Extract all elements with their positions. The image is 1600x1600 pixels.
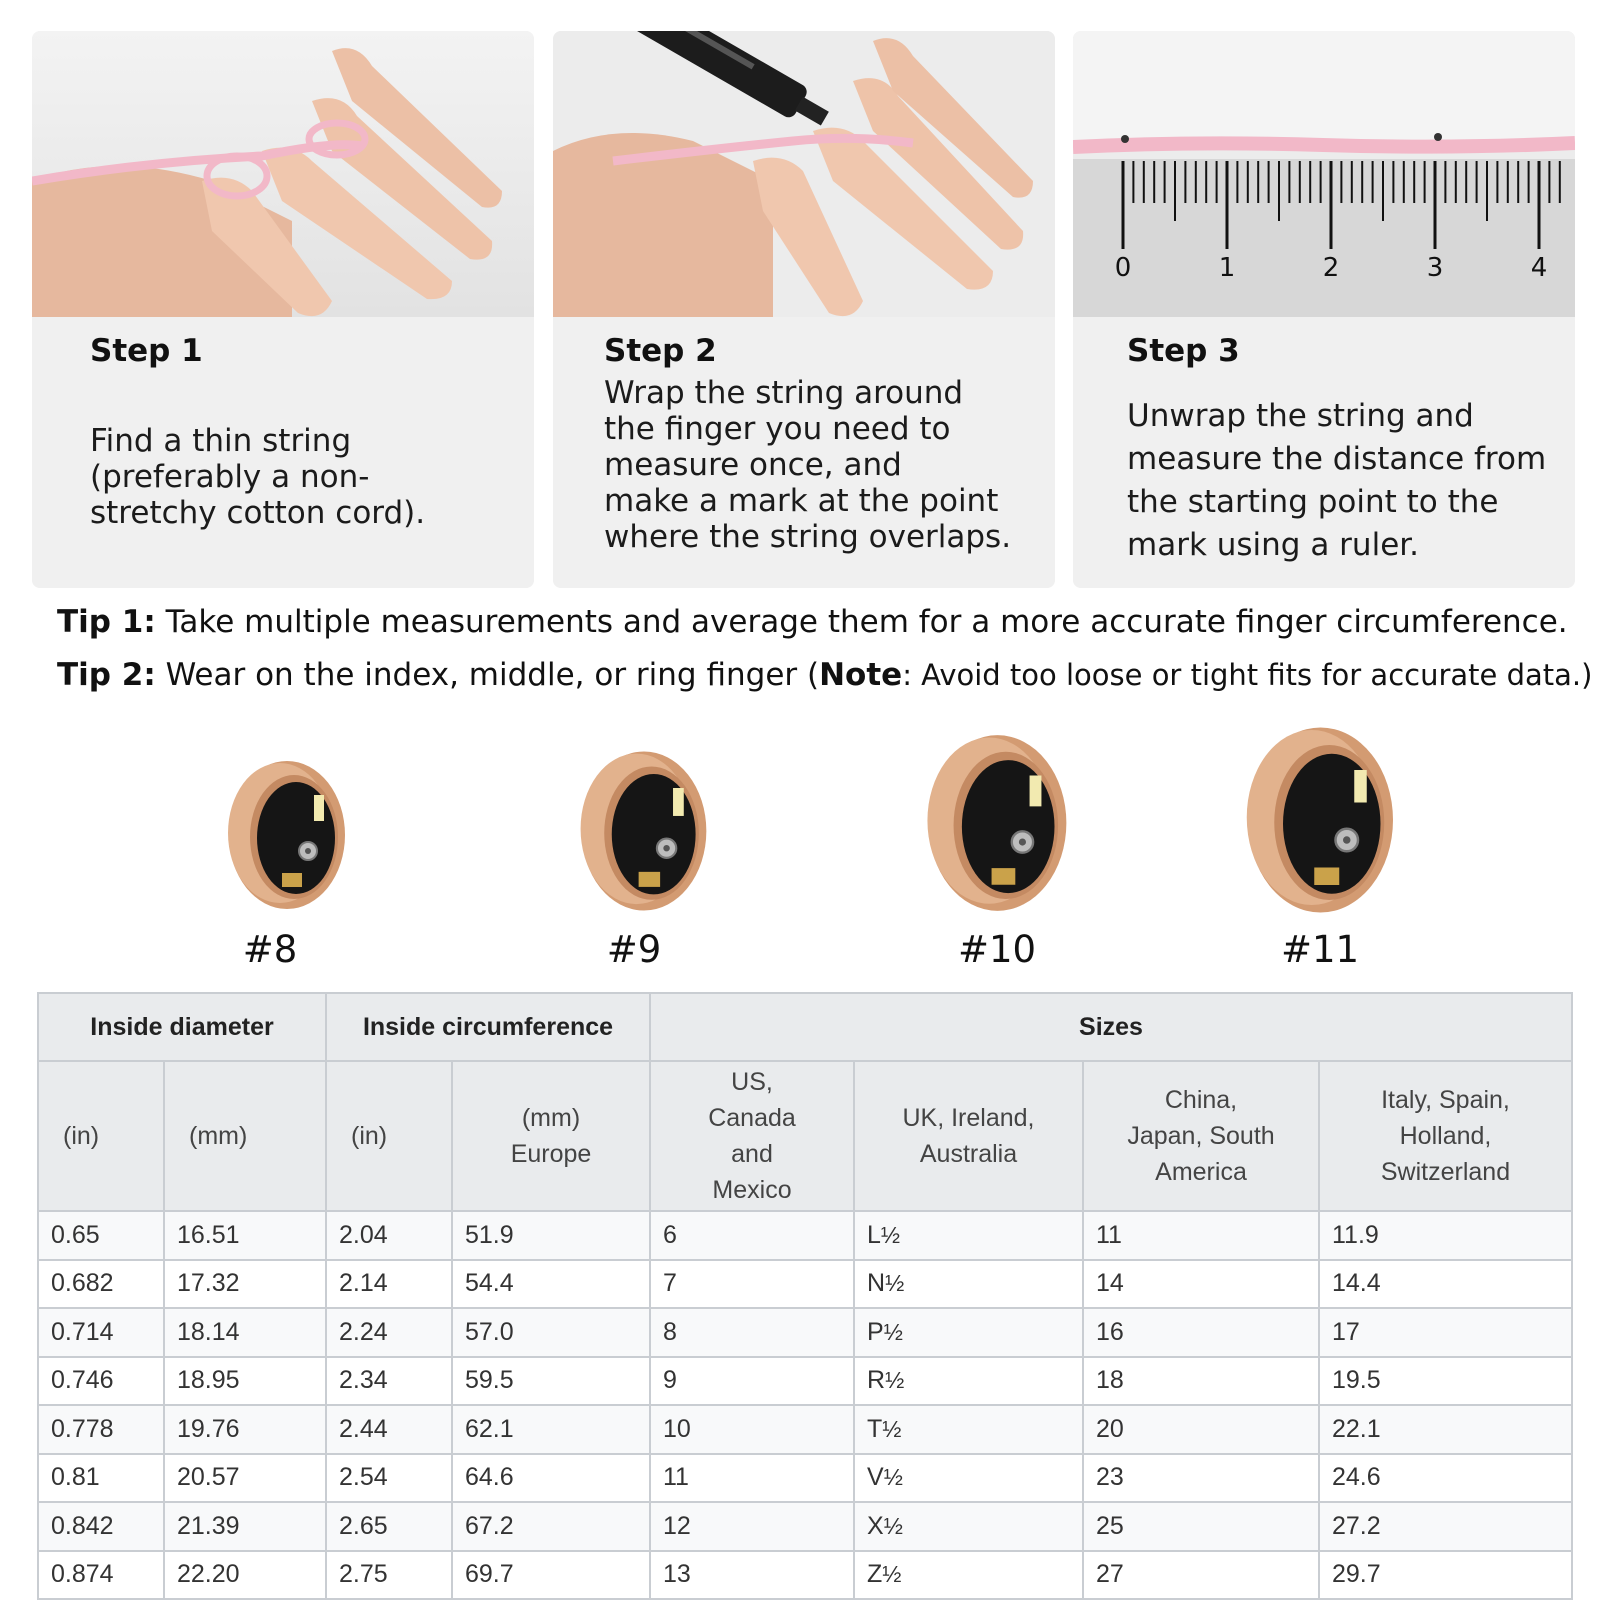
half-fraction: ½: [885, 1367, 905, 1394]
ring-size-8-image: [222, 755, 352, 915]
table-cell: 14: [1083, 1260, 1319, 1309]
table-cell: 13: [650, 1551, 854, 1600]
step-3-body: Unwrap the string and measure the distance from the starting point to the mark using a ruler.: [1127, 398, 1547, 563]
ruler-label-4: 4: [1530, 253, 1548, 283]
table-cell: 2.75: [326, 1551, 452, 1600]
tip-2: [57, 657, 1592, 693]
sub-header-6: China, Japan, South America: [1083, 1061, 1319, 1211]
step-2-title: Step 2: [604, 333, 717, 369]
table-cell: 67.2: [452, 1502, 650, 1551]
table-cell: L½: [854, 1211, 1083, 1260]
table-cell: 2.14: [326, 1260, 452, 1309]
table-cell: 0.778: [38, 1405, 164, 1454]
table-cell: 2.04: [326, 1211, 452, 1260]
ring-size-8-label: #8: [242, 928, 298, 971]
table-cell: V½: [854, 1454, 1083, 1503]
table-cell: 16: [1083, 1308, 1319, 1357]
header-sizes: Sizes: [650, 993, 1572, 1061]
step-3-title: Step 3: [1127, 333, 1240, 369]
half-fraction: ½: [880, 1221, 901, 1248]
table-cell: 51.9: [452, 1211, 650, 1260]
table-cell: 6: [650, 1211, 854, 1260]
table-cell: 62.1: [452, 1405, 650, 1454]
half-fraction: ½: [885, 1270, 905, 1297]
tip-1-label: Tip 1:: [57, 604, 156, 640]
ring-size-9-label: #9: [606, 928, 662, 971]
table-cell: 0.65: [38, 1211, 164, 1260]
tip-1: [57, 604, 1568, 640]
step-1-textbox: [32, 317, 534, 588]
table-cell: 19.76: [164, 1405, 326, 1454]
tip-2-note-label: Note: [819, 657, 903, 693]
table-cell: 11: [1083, 1211, 1319, 1260]
tip-1-text: Take multiple measurements and average them for a more accurate finger circumference.: [155, 604, 1568, 640]
ring-size-10-image: [920, 728, 1075, 918]
table-cell: 18.95: [164, 1357, 326, 1406]
table-cell: 59.5: [452, 1357, 650, 1406]
table-cell: 57.0: [452, 1308, 650, 1357]
step-card-3: [1073, 31, 1575, 588]
sub-header-5: UK, Ireland, Australia: [854, 1061, 1083, 1211]
table-cell: 17.32: [164, 1260, 326, 1309]
ring-size-11-label: #11: [1280, 928, 1360, 971]
table-cell: 7: [650, 1260, 854, 1309]
step-1-title: Step 1: [90, 333, 203, 369]
table-cell: 29.7: [1319, 1551, 1572, 1600]
table-cell: 64.6: [452, 1454, 650, 1503]
marking-string-photo: [553, 31, 1055, 317]
table-row: [38, 1454, 1572, 1503]
table-cell: 11.9: [1319, 1211, 1572, 1260]
table-cell: 9: [650, 1357, 854, 1406]
table-cell: 23: [1083, 1454, 1319, 1503]
hand-wrapping-string-photo: [32, 31, 534, 317]
ring-size-chart-table: [37, 992, 1573, 1600]
tip-2-label: Tip 2:: [57, 657, 156, 693]
ring-size-9-image: [573, 745, 715, 917]
sub-header-2: (in): [326, 1061, 452, 1211]
table-cell: 17: [1319, 1308, 1572, 1357]
table-row: [38, 1308, 1572, 1357]
sub-header-3: (mm) Europe: [452, 1061, 650, 1211]
table-cell: 22.1: [1319, 1405, 1572, 1454]
half-fraction: ½: [883, 1512, 903, 1539]
table-cell: 18: [1083, 1357, 1319, 1406]
tip-2-note-text: : Avoid too loose or tight fits for accurate data.): [902, 658, 1593, 692]
ring-size-10-label: #10: [957, 928, 1037, 971]
table-cell: 16.51: [164, 1211, 326, 1260]
table-cell: 54.4: [452, 1260, 650, 1309]
table-cell: 0.746: [38, 1357, 164, 1406]
table-row: [38, 1211, 1572, 1260]
table-cell: 14.4: [1319, 1260, 1572, 1309]
table-body: [38, 1211, 1572, 1599]
step-2-body: Wrap the string around the finger you need to measure once, and make a mark at the point where the string overlaps.: [604, 375, 1012, 555]
table-cell: 22.20: [164, 1551, 326, 1600]
table-cell: P½: [854, 1308, 1083, 1357]
table-cell: 0.682: [38, 1260, 164, 1309]
sub-header-0: (in): [38, 1061, 164, 1211]
table-cell: N½: [854, 1260, 1083, 1309]
table-row: [38, 1502, 1572, 1551]
sub-header-4: US, Canada and Mexico: [650, 1061, 854, 1211]
table-cell: 0.842: [38, 1502, 164, 1551]
tip-2-text: Wear on the index, middle, or ring finger (: [155, 657, 820, 693]
table-cell: X½: [854, 1502, 1083, 1551]
table-cell: 2.44: [326, 1405, 452, 1454]
table-cell: 12: [650, 1502, 854, 1551]
table-cell: 0.81: [38, 1454, 164, 1503]
table-cell: 2.24: [326, 1308, 452, 1357]
table-cell: R½: [854, 1357, 1083, 1406]
table-cell: 8: [650, 1308, 854, 1357]
table-row: [38, 1260, 1572, 1309]
table-cell: 2.65: [326, 1502, 452, 1551]
table-row: [38, 1551, 1572, 1600]
ruler-label-2: 2: [1322, 253, 1340, 283]
table-cell: 27: [1083, 1551, 1319, 1600]
table-row: [38, 1357, 1572, 1406]
table-cell: Z½: [854, 1551, 1083, 1600]
table-sub-header-row: [38, 1061, 1572, 1211]
step-3-textbox: [1073, 317, 1575, 588]
table-cell: 19.5: [1319, 1357, 1572, 1406]
ruler-label-3: 3: [1426, 253, 1444, 283]
table-cell: 24.6: [1319, 1454, 1572, 1503]
table-cell: 2.54: [326, 1454, 452, 1503]
half-fraction: ½: [882, 1415, 902, 1442]
step-card-2: [553, 31, 1055, 588]
table-group-header-row: [38, 993, 1572, 1061]
half-fraction: ½: [882, 1561, 902, 1588]
ring-size-11-image: [1238, 720, 1403, 920]
table-cell: 18.14: [164, 1308, 326, 1357]
table-cell: 21.39: [164, 1502, 326, 1551]
step-1-body: Find a thin string (preferably a non- stretchy cotton cord).: [90, 423, 426, 531]
half-fraction: ½: [883, 1464, 903, 1491]
table-cell: T½: [854, 1405, 1083, 1454]
ruler-label-1: 1: [1218, 253, 1236, 283]
sub-header-1: (mm): [164, 1061, 326, 1211]
header-inside-diameter: Inside diameter: [38, 993, 326, 1061]
table-cell: 27.2: [1319, 1502, 1572, 1551]
table-cell: 10: [650, 1405, 854, 1454]
table-cell: 0.874: [38, 1551, 164, 1600]
step-2-textbox: [553, 317, 1055, 588]
table-cell: 11: [650, 1454, 854, 1503]
table-cell: 20.57: [164, 1454, 326, 1503]
sub-header-7: Italy, Spain, Holland, Switzerland: [1319, 1061, 1572, 1211]
header-inside-circumference: Inside circumference: [326, 993, 650, 1061]
half-fraction: ½: [883, 1318, 903, 1345]
ruler-measurement-photo: [1073, 31, 1575, 317]
step-card-1: [32, 31, 534, 588]
table-cell: 69.7: [452, 1551, 650, 1600]
table-cell: 20: [1083, 1405, 1319, 1454]
table-cell: 2.34: [326, 1357, 452, 1406]
table-cell: 25: [1083, 1502, 1319, 1551]
table-row: [38, 1405, 1572, 1454]
ruler-label-0: 0: [1114, 253, 1132, 283]
table-cell: 0.714: [38, 1308, 164, 1357]
